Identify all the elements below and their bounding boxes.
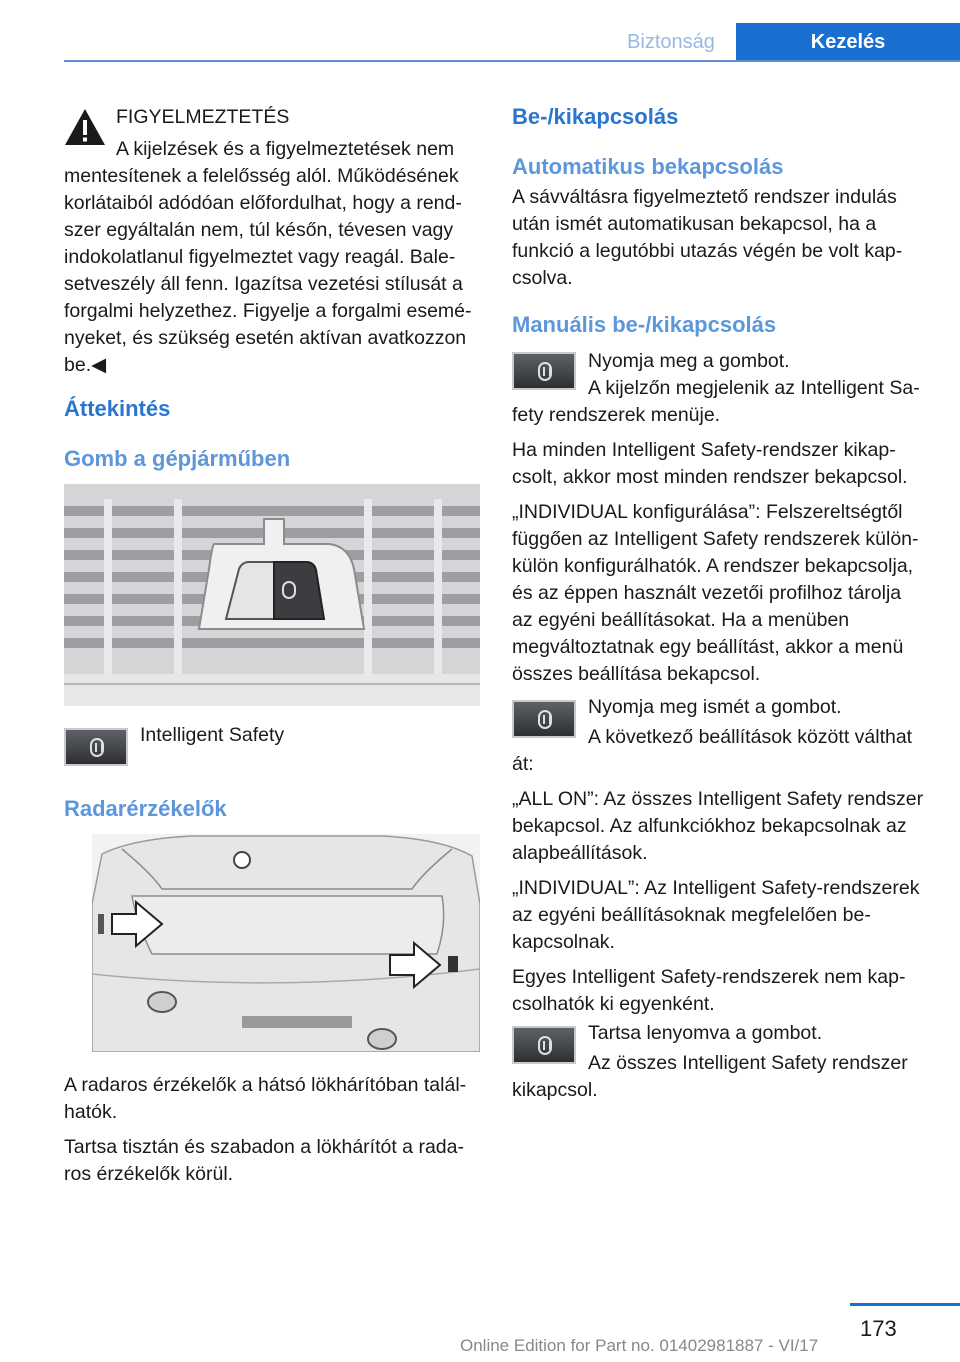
some-cannot-text: Egyes Intelligent Safety-rendszerek nem kapcsolhatók ki egyenként.: [512, 966, 906, 1015]
press-again-text: Nyomja meg ismét a gombot.: [588, 696, 842, 718]
heading-radar-sensors: Radarérzékelők: [64, 796, 227, 821]
menu-text: A kijelzőn megjelenik az Intelligent Safety rendszerek menüje.: [512, 377, 920, 426]
edition-footer: Online Edition for Part no. 01402981887 - VI/17: [460, 1336, 819, 1355]
heading-on-off: Be-/kikapcsolás: [512, 104, 679, 129]
tab-kezeles[interactable]: Kezelés: [736, 23, 960, 62]
all-on-text: „ALL ON”: Az összes Intelligent Safety rendszer bekapcsol. Az alfunkciókhoz bekapcsolnak az alapbeállítások.: [512, 788, 924, 864]
heading-overview: Áttekintés: [64, 396, 171, 421]
intelligent-safety-button-icon: [64, 728, 128, 766]
radar-clean-text: Tartsa tisztán és szabadon a lökhárítót a radaros érzékelők körül.: [64, 1136, 464, 1185]
hold-button-text: Tartsa lenyomva a gombot.: [588, 1022, 823, 1044]
button-caption: Intelligent Safety: [140, 724, 285, 746]
heading-auto-on: Automatikus bekapcsolás: [512, 154, 784, 179]
warning-title: FIGYELMEZTETÉS: [116, 106, 290, 128]
figure-button-panel: [64, 484, 480, 706]
page-number: 173: [860, 1316, 897, 1341]
heading-button-in-vehicle: Gomb a gépjárműben: [64, 446, 291, 471]
individual-config-text: „INDIVIDUAL konfigurálása”: Felszereltségtől függően az Intelligent Safety rendszerek külön-külön konfigurálhatók. A rendszer bekapcsolja, és az éppen használt vezetői profilhoz tárolja az egyéni beállításokat. Ha a menüben megváltoztatnak egy beállítást, akkor a menü összes beállítása bekapcsol.: [512, 501, 919, 685]
individual-text: „INDIVIDUAL”: Az Intelligent Safety-rendszerek az egyéni beállításoknak megfelelően bekapcsolnak.: [512, 877, 920, 953]
figure-rear-bumper: [92, 834, 480, 1052]
warning-body: A kijelzések és a figyelmeztetések nem mentesítenek a felelősség alól. Működésének korlátaiból adódóan előfordulhat, hogy a rendszer egyáltalán nem, túl későn, tévesen vagy indokolatlanul figyelmeztet vagy reagál. Balesetveszély áll fenn. Igazítsa vezetési stílusát a forgalmi helyzethez. Figyelje a forgalmi eseményeket, és szükség esetén aktívan avatkozzon be.◀: [64, 138, 472, 376]
press-button-text: Nyomja meg a gombot.: [588, 350, 790, 372]
all-off-text: Ha minden Intelligent Safety-rendszer kikapcsolt, akkor most minden rendszer bekapcsol.: [512, 439, 908, 488]
header-rule: [64, 60, 960, 62]
tab-biztonsag[interactable]: Biztonság: [627, 31, 715, 53]
heading-manual-on-off: Manuális be-/kikapcsolás: [512, 312, 777, 337]
radar-location-text: A radaros érzékelők a hátsó lökhárítóban találhatók.: [64, 1074, 467, 1123]
switch-text: A következő beállítások között válthat át:: [512, 726, 913, 775]
auto-on-text: A sávváltásra figyelmeztető rendszer indulás után ismét automatikusan bekapcsol, ha a funkció a legutóbbi utazás végén be volt kapcsolva.: [512, 186, 903, 289]
all-off-result-text: Az összes Intelligent Safety rendszer kikapcsol.: [512, 1052, 908, 1101]
footer-rule: [850, 1303, 960, 1306]
